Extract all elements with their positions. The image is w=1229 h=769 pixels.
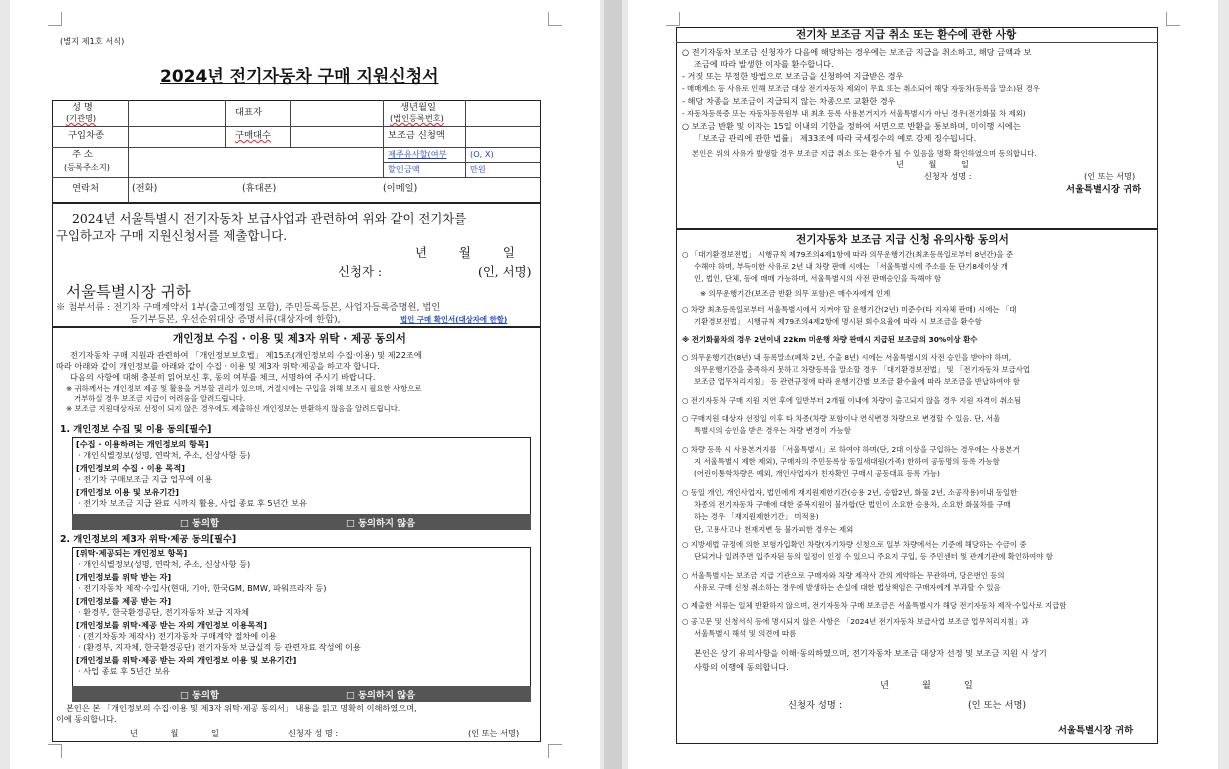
s2-line: [개인정보를 위탁 받는 자] <box>76 572 172 582</box>
s2-line: · (환경부, 지자체, 한국환경공단) 전기자동차 보급실적 등 관련자료 작성에 이용 <box>78 642 361 652</box>
applicant-label: 신청자 : <box>338 264 383 279</box>
notice-line: ○ 「대기환경보전법」 시행규칙 제79조의4제1항에 따라 의무운행기간(최초등록일로부터 8년간)을 준 <box>682 250 1014 259</box>
cancel-line: - 거짓 또는 부정한 방법으로 보조금을 신청하여 지급받은 경우 <box>682 71 904 81</box>
label-birth-sub: (법인등록번호) <box>390 113 444 123</box>
cancel-line: 조금에 따라 발생한 이자를 환수합니다. <box>694 59 834 69</box>
cancel-sign: 신청자 성명 : <box>924 171 972 181</box>
applicant-info-table <box>52 100 541 203</box>
crop-mark <box>548 744 562 758</box>
notice-line: 특별시의 승인을 받은 경우는 차량 변경이 가능함 <box>694 426 851 435</box>
notice-line: (어린이통학차량은 예외, 개인사업자가 친자확인 구매시 공동대표 등록 가능) <box>694 469 940 478</box>
crop-mark <box>48 744 62 758</box>
s1-line: · 개인식별정보(성명, 연락처, 주소, 신상사항 등) <box>78 450 251 460</box>
label-name: 성 명 <box>72 102 93 113</box>
label-birth: 생년월일 <box>400 102 436 113</box>
notice-note-2: 사항의 이행에 동의합니다. <box>694 662 789 672</box>
notice-sign: 신청자 성명 : <box>788 700 842 711</box>
notice-note-1: 본인은 상기 유의사항을 이해·동의하였으며, 전기자동차 보조금 대상자 선정 및 보조금 지원 시 상기 <box>694 648 1047 658</box>
footer-sign: 신청자 성 명 : <box>288 728 339 738</box>
label-addr: 주 소 <box>72 149 93 160</box>
consent-intro-1: 전기자동차 구매 지원과 관련하여 「개인정보보호법」 제15조(개인정보의 수집·이용) 및 제22조에 <box>70 350 422 360</box>
notice-line: ○ 공고문 및 신청서식 등에 명시되지 않은 사항은 「2024년 전기자동차 보급사업 보조금 업무처리지침」과 <box>682 617 1029 626</box>
final-consent-1: 본인은 본 「개인정보의 수집·이용 및 제3자 위탁·제공 동의서」 내용을 읽고 명확히 이해하였으며, <box>66 703 417 713</box>
s1-line: · 전기차 보조금 지급 완료 시까지 활용, 사업 종료 후 5년간 보유 <box>78 498 307 508</box>
label-car: 구입차종 <box>68 130 104 141</box>
label-addr-sub: (등록주소지) <box>64 162 110 172</box>
notice-line: ○ 구매지원 대상자 선정일 이후 타 차종(차량 포함이나 연식변경 차량으로 변경할 수 있음. 단, 서울 <box>682 414 1001 423</box>
consent-intro-2: 따라 아래와 같이 개인정보를 아래와 같이 수집 · 이용 및 제3자 위탁·제공을 하고자 합니다. <box>56 361 380 371</box>
notice-line: 서울특별시 해석 및 의견에 따름 <box>694 629 797 638</box>
attachments-line3: 법인 구매 확인서(대상자에 한함) <box>400 315 508 324</box>
disagree-checkbox-2[interactable]: □ 동의하지 않음 <box>346 690 416 701</box>
page-1 <box>10 0 600 769</box>
gov-value[interactable]: (O, X) <box>470 149 494 159</box>
notice-line: 하는 경우 「재지원제한기간」 미적용) <box>694 512 819 521</box>
notice-line: 단, 고용사고나 천재지변 등 불가피한 경우는 제외 <box>694 525 854 534</box>
label-email: (이메일) <box>383 183 418 194</box>
s2-line: [개인정보를 위탁·제공 받는 자의 개인정보 이용목적] <box>76 620 267 630</box>
cancel-sign2: (인 또는 서명) <box>1084 171 1136 181</box>
attachments-line1: ※ 첨부서류 : 전기차 구매계약서 1부(출고예정일 포함), 주민등록등본, 사업자등록증명원, 법인 <box>56 302 441 313</box>
mayor-addressee: 서울특별시장 귀하 <box>66 283 191 301</box>
label-tel: (전화) <box>132 183 158 194</box>
notice-line: 지 서울특별시 제한 제외), 구매자의 주민등록상 동일세대원(가족) 한하여 공동명의 등록 가능함 <box>694 457 1000 466</box>
notice-line: ○ 의무운행기간(8년) 내 등록말소(폐차 2년, 수출 8년) 시에는 서울특별시의 사전 승인을 받아야 하며, <box>682 353 1012 362</box>
consent-intro-6: ※ 보조금 지원대상자로 선정이 되지 않은 경우에도 제출하신 개인정보는 반환하지 않음을 알려드립니다. <box>66 404 401 413</box>
s2-line: [개인정보를 제공 받는 자] <box>76 596 172 606</box>
footer-date: 년 월 일 <box>130 728 219 738</box>
notice-title: 전기자동차 보조금 지급 신청 유의사항 동의서 <box>796 234 1009 246</box>
notice-line: 보조금 업무처리지침」 등 관련규정에 따라 운행기간별 보조금 환수율에 따라 보조금을 반납하여야 함 <box>694 377 1020 386</box>
s2-line: · 환경부, 한국환경공단, 전기자동차 보급 지자체 <box>78 607 250 617</box>
s2-line: · 개인식별정보(성명, 연락처, 주소, 신상사항 등) <box>78 559 251 569</box>
label-mobile: (휴대폰) <box>242 183 277 194</box>
cancel-line: 「보조금 관리에 관한 법률」 제33조에 따라 국세징수의 예로 강제 징수됩니다. <box>694 133 977 143</box>
consent-intro-4: ※ 귀하께서는 개인정보 제공 및 활용을 거부할 권리가 있으며, 거절시에는 구입을 위해 보조시 필요한 사항으로 <box>66 384 422 393</box>
s2-line: [개인정보를 위탁·제공 받는 자의 개인정보 이용 및 보유기간] <box>76 655 297 665</box>
notice-line: ○ 차량 최초등록일로부터 서울특별시에서 지켜야 할 운행기간(2년) 미준수(타 지자체 판매) 시에는 「대 <box>682 305 1017 314</box>
label-rep: 대표자 <box>235 107 262 118</box>
s2-line: · 전기자동차 제작·수입사(현대, 기아, 한국GM, BMW, 파워프라자 등) <box>78 583 327 593</box>
agree-checkbox-2[interactable]: □ 동의함 <box>180 690 219 701</box>
cancel-title: 전기차 보조금 지급 취소 또는 환수에 관한 사항 <box>796 29 1017 41</box>
s1-line: · 전기차 구매보조금 지급 업무에 이용 <box>78 474 213 484</box>
disagree-checkbox-1[interactable]: □ 동의하지 않음 <box>346 518 416 529</box>
label-name-sub: (기관명) <box>66 113 97 123</box>
s2-line: · 사업 종료 후 5년간 보유 <box>78 666 171 676</box>
notice-line: ※ 전기화물차의 경우 2년이내 22km 미운행 차량 판매시 지급된 보조금의 30%이상 환수 <box>682 335 978 344</box>
form-number: (별지 제1호 서식) <box>60 36 125 46</box>
notice-line: 의무운행기간을 충족하지 못하고 차량등록을 말소할 경우 「대기환경보전법」 및 「전기자동차 보급사업 <box>694 365 1031 374</box>
declaration-line2: 구입하고자 구매 지원신청서를 제출합니다. <box>56 228 288 243</box>
cancel-line: - 자동차등록증 또는 자동차등록원부 내 최초 등록 사용본거지가 서울특별시가 아닌 경우(전기화물 차 제외) <box>682 109 1026 118</box>
page-2 <box>628 0 1218 769</box>
consent-intro-5: 거부하실 경우 보조금 지급이 어려움을 알려드립니다. <box>74 394 246 403</box>
label-gov: 제주유사할(여부 <box>388 149 447 159</box>
declaration-date: 년 월 일 <box>415 245 515 260</box>
notice-line: 단되거나 일려주면 입주자된 등의 일정이 인정 수 있으니 주요지 구입, 등 주민센터 및 관계기관에 확인하여야 함 <box>694 552 1053 561</box>
cancel-line: ○ 보조금 반환 및 이자는 15일 이내의 기한을 정하여 서면으로 반환을 통보하며, 미이행 시에는 <box>682 121 1021 131</box>
notice-line: 차종의 전기자동차 구매에 대한 중복지원이 불가합(단 법인이 소요한 승용차, 소요한 화물차를 구매 <box>694 500 1011 509</box>
notice-line: 사유로 구매 신청 취소하는 경우에 발생하는 손실에 대한 법상책임은 구매자에게 부과할 수 있음 <box>694 583 1001 592</box>
s1-line: [수집 · 이용하려는 개인정보의 항목] <box>76 439 209 449</box>
notice-line: ○ 동일 개인, 개인사업자, 법인에게 재지원제한기간(승용 2년, 승합2년, 화물 2년, 소공작용)이내 동일한 <box>682 488 1018 497</box>
cancel-line: - 해당 차종을 보조금이 지급되지 않는 차종으로 교환한 경우 <box>682 96 896 106</box>
crop-mark <box>666 12 680 26</box>
cancel-date: 년 월 일 <box>896 159 969 169</box>
label-amount: 보조금 신청액 <box>388 130 445 141</box>
s2-line: · (전기차동차 제작사) 전기자동차 구매계약 절차에 이용 <box>78 631 277 641</box>
section2-title: 2. 개인정보의 제3자 위탁·제공 동의[필수] <box>60 534 237 545</box>
cancel-note: 본인은 위의 사유가 발생할 경우 보조금 지급 취소 또는 환수가 될 수 있음을 명확 확인하였으며 동의합니다. <box>692 149 1037 158</box>
section1-title: 1. 개인정보 수집 및 이용 동의[필수] <box>60 424 212 435</box>
notice-line: ※ 의무운행기간(보조금 반환 의무 포함)은 매수자에게 인계 <box>700 289 891 298</box>
page-gutter <box>604 0 622 769</box>
notice-sign2: (인 또는 서명) <box>968 700 1027 711</box>
s1-line: [개인정보 이용 및 보유기간] <box>76 487 180 497</box>
notice-line: ○ 서울특별시는 보조금 지급 기관으로 구매자와 차량 제작사 간의 계약하는 무관하며, 당은번인 등의 <box>682 571 1005 580</box>
label-contact: 연락처 <box>72 183 99 194</box>
cancel-mayor: 서울특별시장 귀하 <box>1066 184 1142 195</box>
crop-mark <box>48 12 62 26</box>
notice-line: 기환경보전법」 시행규칙 제79조의4제2항에 명시된 회수요율에 따라 시 보조금을 환수함 <box>694 317 982 326</box>
s1-line: [개인정보의 수집 · 이용 목적] <box>76 463 185 473</box>
crop-mark <box>1166 12 1180 26</box>
footer-sign2: (인 또는 서명) <box>468 728 520 738</box>
label-discount: 할인금액 <box>388 164 420 174</box>
notice-line: 수해야 하며, 부득이한 사유로 2년 내 차량 판매 시에는 「서울특별시에 주소를 둔 단기8세이상 개 <box>694 262 1008 271</box>
notice-mayor: 서울특별시장 귀하 <box>1058 725 1134 736</box>
declaration-line1: 2024년 서울특별시 전기자동차 보급사업과 관련하여 위와 같이 전기차를 <box>72 211 467 226</box>
notice-line: 인, 법인, 단체, 등에 매매 가능하며, 서울특별시의 사전 판매승인을 득해야 함 <box>694 274 942 283</box>
notice-line: ○ 차량 등록 시 사용본거지를 「서울특별시」로 하여야 하며(단, 2대 이상을 구입하는 경우에는 사용본거 <box>682 445 1020 454</box>
crop-mark <box>548 12 562 26</box>
page-title: 2024년 전기자동차 구매 지원신청서 <box>160 67 439 87</box>
consent-intro-3: 다음의 사항에 대해 충분히 읽어보신 후, 동의 여부를 체크, 서명하여 주시기 바랍니다. <box>70 372 376 382</box>
notice-date: 년 월 일 <box>880 680 973 691</box>
section2-consent-bar <box>72 686 531 702</box>
cancel-line: - 매매계소 등 사유로 인해 보조금 대상 전기자동차 제외이 무효 또는 취소되어 해당 자동차(등록을 말소)된 경우 <box>682 84 1040 93</box>
notice-line: ○ 지방세법 규정에 의한 보험가입확인 차량(자기차량 신청으로 일부 차량에서는 기준에 해당하는 수금이 중 <box>682 540 1027 549</box>
label-qty: 구매대수 <box>235 130 271 141</box>
notice-line: ○ 제출한 서류는 일체 반환하지 않으며, 전기자동차 구매 보조금은 서울특별시가 해당 전기자동차 제작·수입사로 지급함 <box>682 601 1067 610</box>
cancel-line: ○ 전기자동차 보조금 신청자가 다음에 해당하는 경우에는 보조금 지급을 취소하고, 해당 금액과 보 <box>682 47 1032 57</box>
agree-checkbox-1[interactable]: □ 동의함 <box>180 518 219 529</box>
section1-consent-bar <box>72 514 531 530</box>
applicant-sign: (인, 서명) <box>478 264 532 279</box>
s2-line: [위탁·제공되는 개인정보 항목] <box>76 548 188 558</box>
notice-line: ○ 전기자동차 구매 지원 지연 후에 일반부터 2개월 이내에 차량이 출고되지 않을 경우 지원 자격이 취소됨 <box>682 396 1022 405</box>
attachments-line2: 등기부등본, 우선순위대상 증명서류(대상자에 한함), <box>130 314 341 325</box>
discount-value[interactable]: 만원 <box>470 164 486 174</box>
final-consent-2: 이에 동의합니다. <box>56 714 117 724</box>
consent-title: 개인정보 수집 · 이용 및 제3자 위탁 · 제공 동의서 <box>173 333 406 345</box>
